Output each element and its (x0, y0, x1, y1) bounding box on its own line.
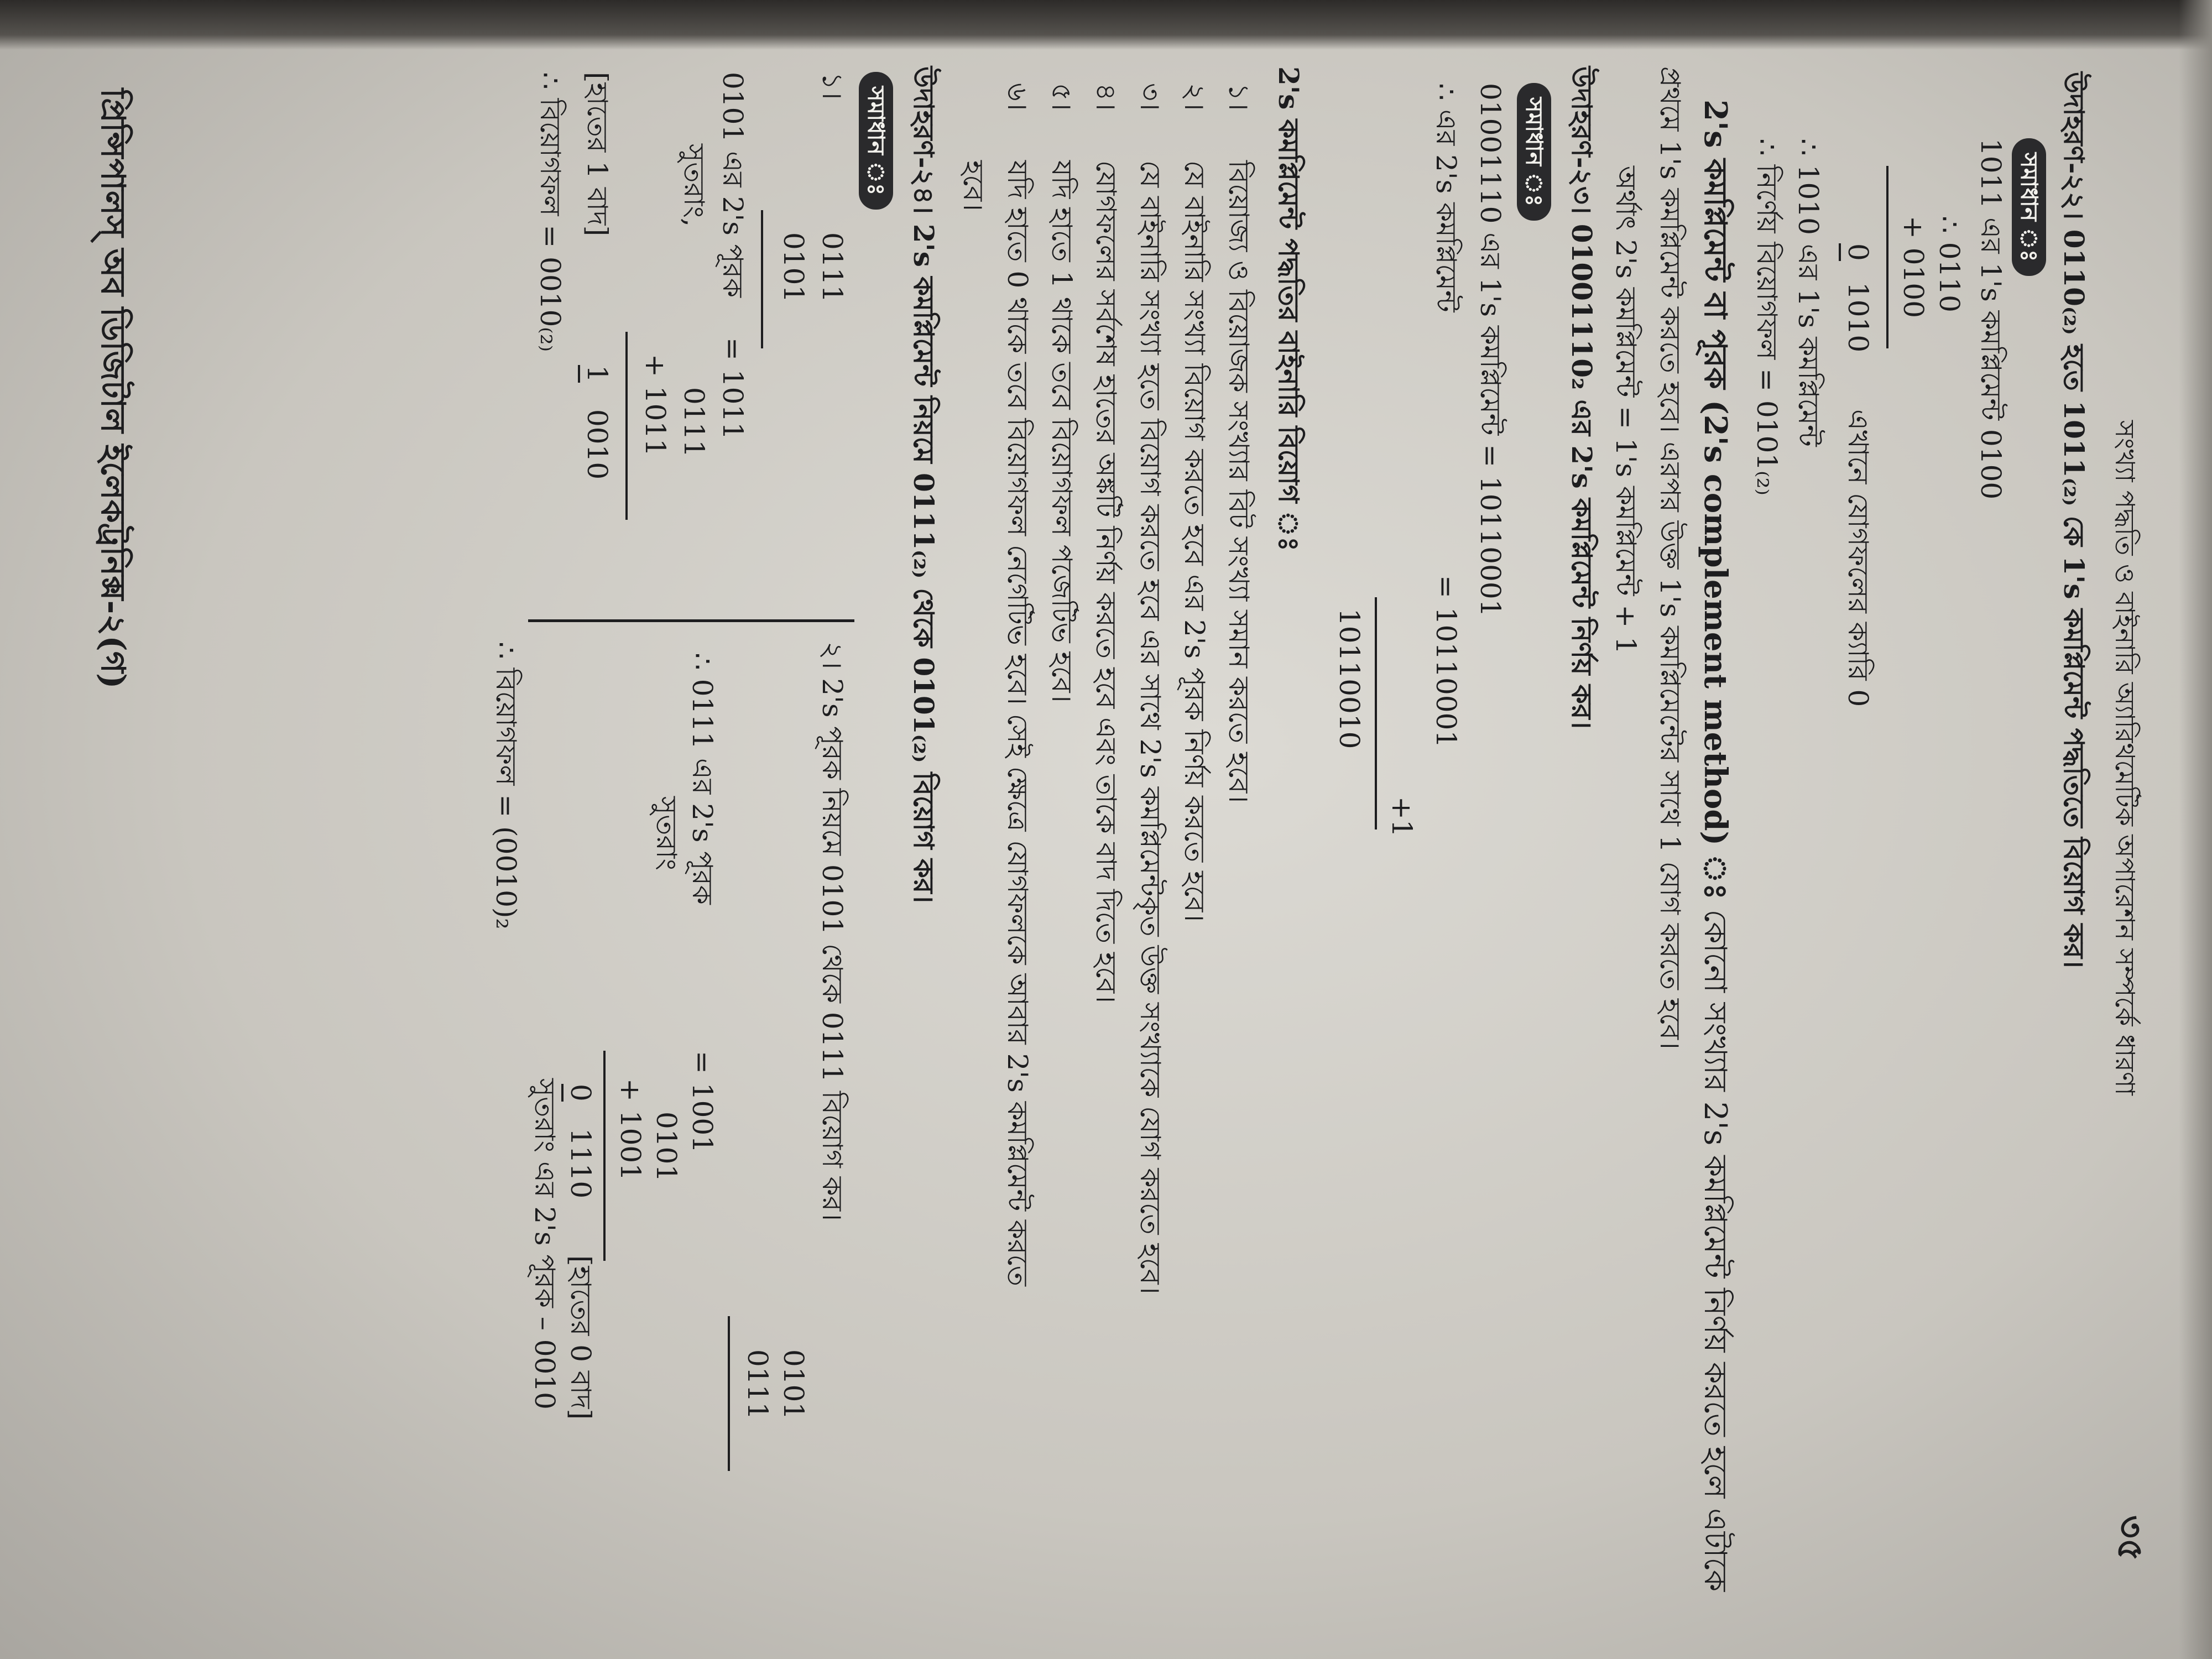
ex23-plus-one: +1 (1386, 796, 1418, 837)
step-number: ৩। (1134, 83, 1166, 111)
ex24-part1-line2: সুতরাং, (678, 144, 710, 227)
ex24-part1-number: ১। (816, 72, 848, 100)
def-2s-line1 (1697, 100, 1734, 1592)
ex24-part2-minuend: 0101 (778, 1349, 810, 1420)
ex24-part2-subtrahend: 0111 (742, 1349, 774, 1420)
ex22-conclusion-2: ∴ নির্ণেয় বিয়োগফল = 0101₍₂₎ (1751, 138, 1783, 495)
carry-digit: 0 (561, 1084, 597, 1102)
solution-badge: সমাধান ঃ (859, 72, 893, 210)
sum-rule (625, 332, 628, 520)
ex24-part2-line1-value: = 1001 (686, 1051, 718, 1154)
sum-rule (603, 1051, 606, 1261)
ex22-line1: 1011 এর 1's কমপ্লিমেন্ট 0100 (1975, 138, 2007, 500)
ex24-part2-heading: ২। 2's পূরক নিয়মে 0101 থেকে 0111 বিয়োগ কর। (816, 641, 848, 1222)
ex23-line2-value: = 10110001 (1430, 575, 1462, 748)
example-23-title: উদাহরণ-২৩। 01001110₂ এর 2's কমপ্লিমেন্ট নির্ণয় কর। (1566, 66, 1598, 729)
ex24-part1-result: 0010 (581, 409, 613, 480)
step-number: ৫। (1046, 83, 1078, 111)
solution-badge: সমাধান ঃ (2012, 138, 2046, 276)
ex22-result: 1010 (1842, 282, 1874, 353)
carry-digit: 1 (578, 365, 613, 383)
operand-rule (728, 1316, 730, 1471)
page-number: ৩৫ (2110, 1515, 2151, 1562)
step-number: ৬। (1001, 83, 1034, 111)
step-text: যে বাইনারি সংখ্যা বিয়োগ করতে হবে এর 2's পূরক নির্ণয় করতে হবে। (1178, 160, 1211, 922)
step-number: ৪। (1090, 83, 1122, 111)
ex24-part1-final: ∴ বিয়োগফল = 0010₍₂₎ (534, 72, 566, 352)
ex24-part2-line2-value: 0101 (650, 1112, 682, 1182)
ex24-part2-result: 1110 (565, 1128, 597, 1199)
ex22-carry (1841, 243, 1875, 261)
def-2s-text: কোনো সংখ্যার 2's কমপ্লিমেন্ট নির্ণয় করতে হলে এটাকে (1697, 909, 1733, 1592)
ex24-part2-line2: সুতরাং (650, 796, 682, 871)
ex24-part2-carry (564, 1084, 597, 1102)
step-number: ২। (1178, 83, 1211, 111)
ex24-part1-line2-value: 0111 (678, 387, 710, 458)
step-number: ১। (1223, 83, 1255, 111)
ex24-part1-minuend: 0111 (816, 232, 848, 303)
ex23-line2: ∴ এর 2's কমপ্লিমেন্ট (1430, 83, 1462, 312)
def-2s-term: 2's কমপ্লিমেন্ট বা পূরক (2's complement method) ঃ (1697, 100, 1734, 900)
def-2s-formula: অর্থাৎ 2's কমপ্লিমেন্ট = 1's কমপ্লিমেন্ট + 1 (1610, 166, 1642, 654)
method-heading: 2's কমপ্লিমেন্ট পদ্ধতির বাইনারি বিয়োগ ঃ (1272, 66, 1305, 551)
step-text: যদি হাতে 0 থাকে তবে বিয়োগফল নেগেটিভ হবে। সেই ক্ষেত্রে যোগফলকে আবার 2's কমপ্লিমেন্ট করতে (1001, 160, 1034, 1287)
def-2s-line2: প্রথমে 1's কমপ্লিমেন্ট করতে হবে। এরপর উক্ত 1's কমপ্লিমেন্টের সাথে 1 যোগ করতে হবে। (1654, 66, 1686, 1050)
operand-rule (761, 210, 763, 348)
ex24-part1-line1: 0101 এর 2's পূরক (717, 72, 749, 298)
ex24-part2-carry-note: [হাতের 0 বাদ] (565, 1255, 597, 1420)
ex24-part1-carry-note: [হাতের 1 বাদ] (581, 72, 613, 237)
ex24-part1-subtrahend: 0101 (778, 232, 810, 303)
column-divider (528, 619, 854, 622)
ex22-conclusion-1: ∴ 1010 এর 1's কমপ্লিমেন্ট (1792, 138, 1824, 447)
running-title: সংখ্যা পদ্ধতি ও বাইনারি অ্যারিথমেটিক অপারেশন সম্পর্কে ধারণা (2109, 420, 2140, 1095)
step-text: বিয়োজ্য ও বিয়োজক সংখ্যার বিট সংখ্যা সমান করতে হবে। (1223, 160, 1255, 804)
carry-digit: 0 (1839, 243, 1874, 261)
ex23-line1: 01001110 এর 1's কমপ্লিমেন্ট = 10110001 (1474, 83, 1506, 617)
step-text: যদি হাতে 1 থাকে তবে বিয়োগফল পজেটিভ হবে। (1046, 160, 1078, 703)
step-text: যে বাইনারি সংখ্যা হতে বিয়োগ করতে হবে এর সাথে 2's কমপ্লিমেন্টকৃত উক্ত সংখ্যাকে যোগ করতে হবে। (1134, 160, 1166, 1295)
ex23-result: 10110010 (1333, 608, 1365, 749)
example-24-title: উদাহরণ-২৪। 2's কমপ্লিমেন্ট নিয়মে 0111₍₂₎ থেকে 0101₍₂₎ বিয়োগ কর। (907, 66, 940, 904)
ex24-part2-line4: সুতরাং এর 2's পূরক – 0010 (529, 1078, 561, 1410)
ex22-note: এখানে যোগফলের ক্যারি 0 (1842, 409, 1874, 707)
ex24-part1-line3-value: + 1011 (639, 354, 671, 457)
step-continuation: হবে। (957, 160, 989, 212)
ex22-operand-2: + 0100 (1897, 216, 1929, 319)
book-footer: প্রিন্সিপালস্ অব ডিজিটাল ইলেকট্রনিক্স-২(গ) (93, 88, 132, 689)
ex24-part2-line3-value: + 1001 (614, 1078, 646, 1181)
solution-badge: সমাধান ঃ (1517, 83, 1551, 221)
sum-rule (1886, 166, 1888, 348)
step-text: যোগফলের সর্বশেষ হাতের অঙ্কটি নির্ণয় করতে হবে এবং তাকে বাদ দিতে হবে। (1090, 160, 1122, 1004)
ex24-part2-final: ∴ বিয়োগফল = (0010)₂ (490, 641, 522, 930)
example-22-title: উদাহরণ-২২। 0110₍₂₎ হতে 1011₍₂₎ কে 1's কমপ্লিমেন্ট পদ্ধতিতে বিয়োগ কর। (2058, 72, 2090, 968)
sum-rule (1375, 597, 1377, 830)
ex24-part1-line1-value: = 1011 (717, 337, 749, 440)
ex24-part1-carry (581, 365, 614, 383)
ex24-part2-line1: ∴ 0111 এর 2's পূরক (686, 653, 718, 905)
ex22-operand-1: ∴ 0110 (1933, 216, 1965, 312)
